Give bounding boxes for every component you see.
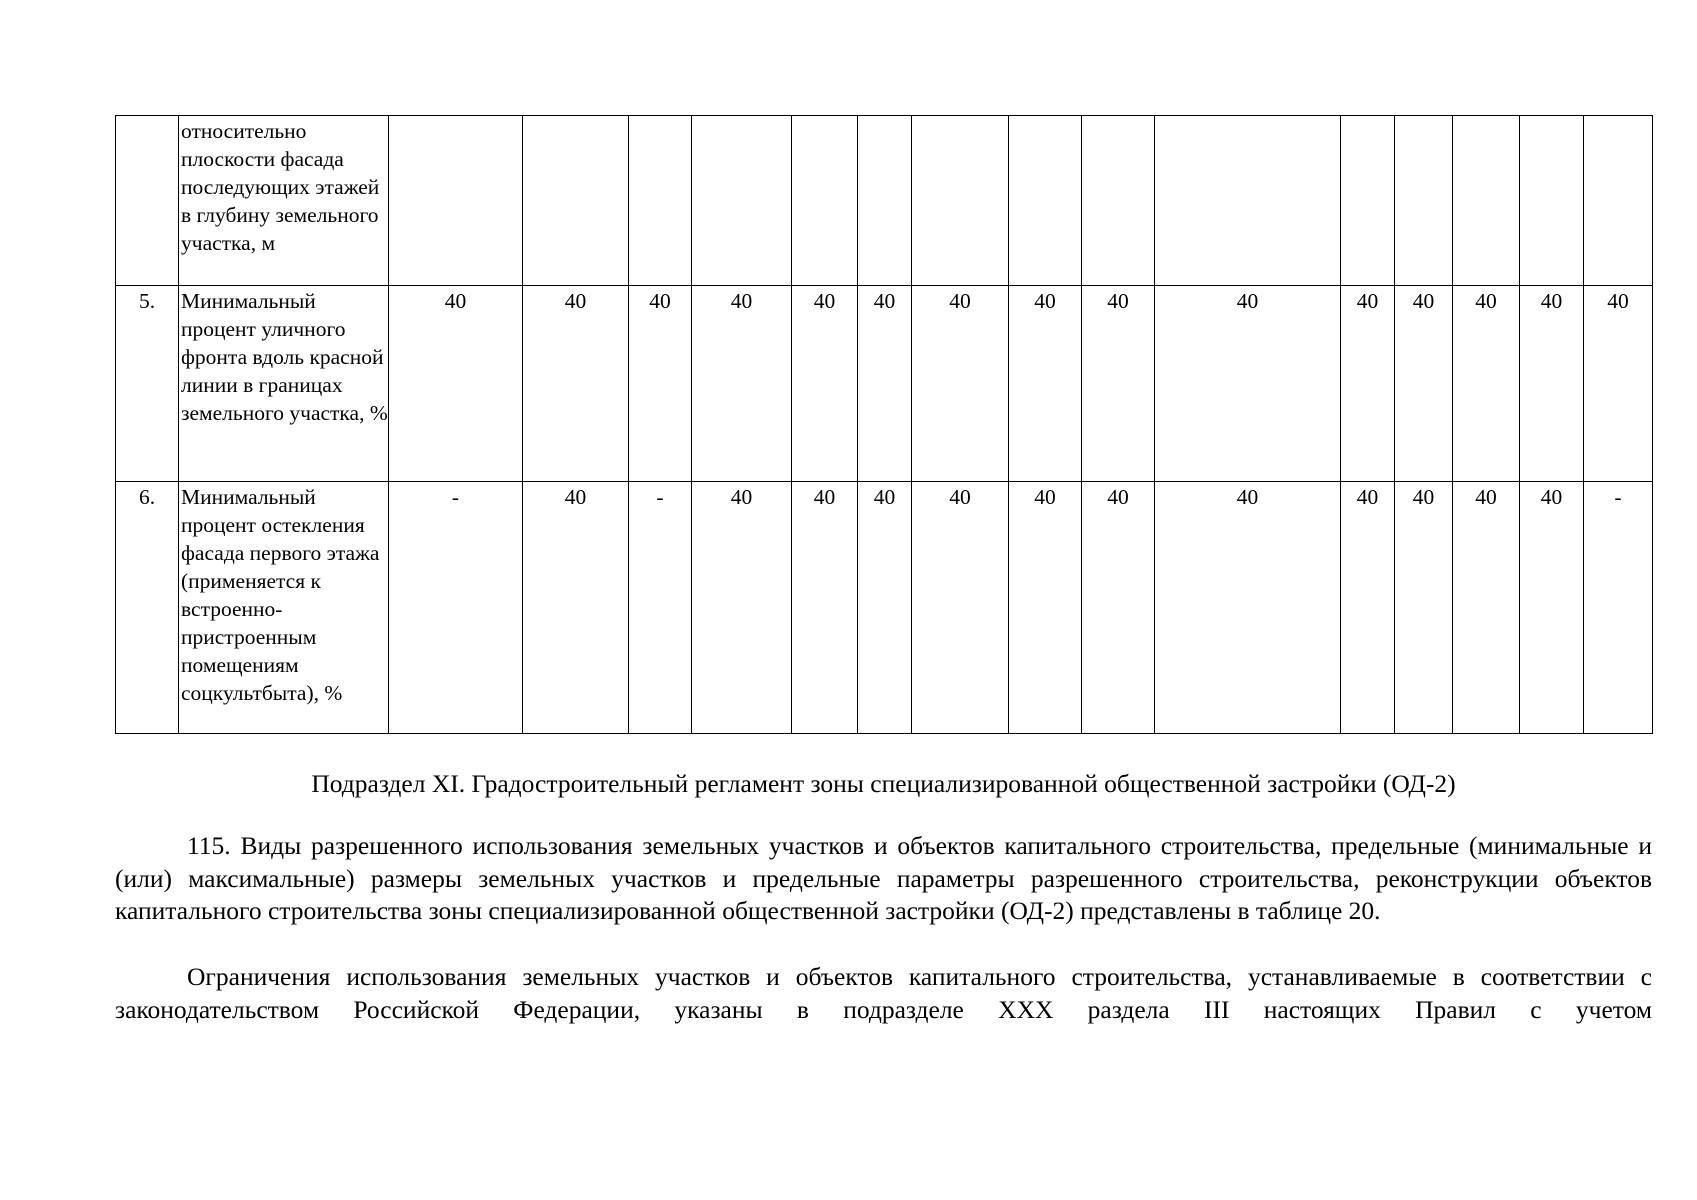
value-cell: 40	[858, 286, 912, 482]
table-row	[116, 286, 1653, 482]
value-cell	[1395, 116, 1453, 286]
value-cell: 40	[1341, 482, 1395, 734]
value-cell	[1341, 116, 1395, 286]
parameter-name-cell: относительно плоскости фасада последующих этажей в глубину земельного участка, м	[179, 116, 389, 286]
value-cell	[858, 116, 912, 286]
value-cell: 40	[1520, 482, 1584, 734]
paragraph-115: 115. Виды разрешенного использования земельных участков и объектов капитального строительства, предельные (минимальные и (или) максимальные) размеры земельных участков и предельные параметры разрешенного строительства, реконструкции объектов капитального строительства зоны специализированной общественной застройки (ОД-2) представлены в таблице 20.	[115, 831, 1652, 926]
table-row	[116, 482, 1653, 734]
value-cell: 40	[792, 482, 858, 734]
value-cell	[1520, 116, 1584, 286]
value-cell: 40	[1009, 482, 1082, 734]
value-cell: 40	[912, 286, 1009, 482]
value-cell: 40	[1584, 286, 1653, 482]
value-cell: 40	[1082, 286, 1155, 482]
value-cell	[1453, 116, 1520, 286]
value-cell	[1082, 116, 1155, 286]
subsection-title: Подраздел XI. Градостроительный регламент зоны специализированной общественной застройки (ОД-2)	[311, 769, 1456, 798]
value-cell: 40	[1453, 482, 1520, 734]
value-cell: -	[389, 482, 523, 734]
value-cell: 40	[523, 286, 629, 482]
value-cell: 40	[1395, 286, 1453, 482]
value-cell: 40	[389, 286, 523, 482]
value-cell	[1584, 116, 1653, 286]
value-cell	[792, 116, 858, 286]
value-cell: 40	[1341, 286, 1395, 482]
value-cell	[629, 116, 692, 286]
value-cell: -	[1584, 482, 1653, 734]
value-cell: 40	[1155, 482, 1341, 734]
value-cell: 40	[1082, 482, 1155, 734]
value-cell: 40	[692, 286, 792, 482]
value-cell	[389, 116, 523, 286]
row-number-cell: 5.	[116, 286, 179, 482]
value-cell: 40	[792, 286, 858, 482]
parameter-name-cell: Минимальный процент остекления фасада первого этажа (применяется к встроенно-пристроенным помещениям соцкультбыта), %	[179, 482, 389, 734]
value-cell: 40	[692, 482, 792, 734]
row-number-cell: 6.	[116, 482, 179, 734]
value-cell: 40	[858, 482, 912, 734]
value-cell	[1009, 116, 1082, 286]
value-cell: 40	[912, 482, 1009, 734]
value-cell: 40	[1009, 286, 1082, 482]
value-cell: 40	[629, 286, 692, 482]
row-number-cell	[116, 116, 179, 286]
value-cell	[1155, 116, 1341, 286]
value-cell: 40	[1155, 286, 1341, 482]
value-cell: 40	[1453, 286, 1520, 482]
value-cell: 40	[1395, 482, 1453, 734]
table-row	[116, 116, 1653, 286]
table-body	[116, 116, 1653, 734]
value-cell	[912, 116, 1009, 286]
paragraph-restrictions: Ограничения использования земельных участков и объектов капитального строительства, устанавливаемые в соответствии с законодательством Российской Федерации, указаны в подразделе XXX раздела III настоящих Правил с учетом	[115, 962, 1652, 1024]
value-cell: 40	[523, 482, 629, 734]
value-cell: 40	[1520, 286, 1584, 482]
value-cell: -	[629, 482, 692, 734]
value-cell	[523, 116, 629, 286]
parameter-name-cell: Минимальный процент уличного фронта вдоль красной линии в границах земельного участка, %	[179, 286, 389, 482]
parameters-table	[115, 115, 1653, 734]
value-cell	[692, 116, 792, 286]
